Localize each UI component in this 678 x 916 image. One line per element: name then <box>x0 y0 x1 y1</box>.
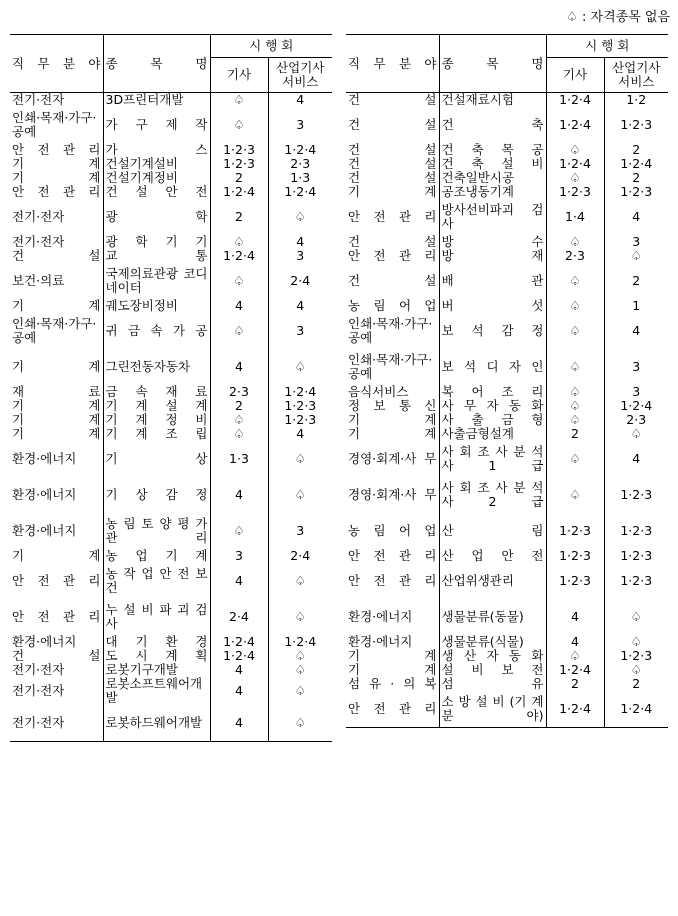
industrial-cell: 3 <box>632 359 641 374</box>
table-row <box>10 349 332 385</box>
table-row <box>10 313 332 349</box>
name-cell: 사 무 자 동 화 <box>439 399 546 413</box>
table-row <box>346 413 668 427</box>
industrial-cell: 1·2·4 <box>284 635 317 649</box>
category-cell: 인쇄·목재·가구·공예 <box>10 107 103 143</box>
category-cell: 전기·전자 <box>10 235 103 249</box>
name-cell: 생물분류(동물) <box>439 599 546 635</box>
engineer-cell: ♤ <box>546 441 604 477</box>
industrial-cell: 1·3 <box>290 171 311 185</box>
category-cell: 기 계 <box>346 185 439 199</box>
category-cell: 건 설 <box>346 235 439 249</box>
industrial-cell: 4 <box>296 299 305 313</box>
industrial-cell: 3 <box>632 235 641 249</box>
category-cell: 기 계 <box>10 299 103 313</box>
table-row <box>346 349 668 385</box>
table-body-left <box>10 93 332 742</box>
category-cell: 기 계 <box>10 549 103 563</box>
table-row <box>10 235 332 249</box>
engineer-cell: ♤ <box>210 235 268 249</box>
exam-table-right <box>346 34 668 728</box>
industrial-cell: 1·2·3 <box>284 413 317 427</box>
engineer-cell: ♤ <box>210 263 268 299</box>
name-cell: 누 설 비 파 괴 검 사 <box>103 599 210 635</box>
engineer-cell: 1·2·3 <box>546 513 604 549</box>
table-row <box>346 171 668 185</box>
category-cell: 환경·에너지 <box>346 599 439 635</box>
header-session: 시 행 회 <box>546 35 668 58</box>
table-row <box>10 385 332 399</box>
engineer-cell: ♤ <box>210 413 268 427</box>
table-row <box>346 549 668 563</box>
name-cell: 건설기계설비 <box>103 157 210 171</box>
table-row <box>10 93 332 108</box>
name-cell: 건축일반시공 <box>439 171 546 185</box>
industrial-cell: 2·4 <box>290 549 311 563</box>
category-cell: 안 전 관 리 <box>10 143 103 157</box>
industrial-cell: 3 <box>296 323 305 338</box>
industrial-cell: ♤ <box>294 359 306 374</box>
engineer-cell: 1·2·3 <box>546 563 604 599</box>
industrial-cell: 1·2·3 <box>620 573 653 588</box>
industrial-cell: 3 <box>296 249 305 263</box>
industrial-cell: 2 <box>632 677 641 691</box>
table-row <box>346 199 668 235</box>
industrial-cell: 2 <box>632 273 641 288</box>
table-row <box>10 427 332 441</box>
industrial-cell: 2·3 <box>626 413 647 427</box>
table-row <box>10 171 332 185</box>
name-cell: 로봇소프트웨어개발 <box>103 677 210 705</box>
category-cell: 경영·회계·사 무 <box>346 477 439 513</box>
name-cell: 방사선비파괴 검 사 <box>439 199 546 235</box>
industrial-cell: 1·2·3 <box>620 185 653 199</box>
category-cell: 섬 유 · 의 복 <box>346 677 439 691</box>
category-cell: 환경·에너지 <box>10 635 103 649</box>
table-row <box>10 705 332 742</box>
name-cell: 광 학 <box>103 199 210 235</box>
category-cell: 농 림 어 업 <box>346 299 439 313</box>
engineer-cell: ♤ <box>546 171 604 185</box>
table-row <box>346 263 668 299</box>
engineer-cell: 2 <box>546 427 604 441</box>
name-cell: 로봇기구개발 <box>103 663 210 677</box>
industrial-cell: ♤ <box>294 715 306 730</box>
engineer-cell: ♤ <box>546 477 604 513</box>
industrial-cell: 1·2·3 <box>620 523 653 538</box>
category-cell: 기 계 <box>10 157 103 171</box>
engineer-cell: 1·2·4 <box>210 185 268 199</box>
table-body-right <box>346 93 668 728</box>
name-cell: 배 관 <box>439 263 546 299</box>
exam-table-left <box>10 34 332 742</box>
name-cell: 사 회 조 사 분 석 사 1 급 <box>439 441 546 477</box>
engineer-cell: ♤ <box>546 649 604 663</box>
table-row <box>10 477 332 513</box>
engineer-cell: 1·2·4 <box>546 691 604 728</box>
category-cell: 건 설 <box>10 649 103 663</box>
table-row <box>346 441 668 477</box>
table-row <box>10 649 332 663</box>
engineer-cell: ♤ <box>546 413 604 427</box>
table-row <box>10 185 332 199</box>
engineer-cell: 1·2·3 <box>210 157 268 171</box>
name-cell: 궤도장비정비 <box>103 299 210 313</box>
name-cell: 산 림 <box>439 513 546 549</box>
category-cell: 안 전 관 리 <box>10 185 103 199</box>
category-cell: 기 계 <box>346 413 439 427</box>
engineer-cell: 1·2·4 <box>546 157 604 171</box>
category-cell: 인쇄·목재·가구·공예 <box>10 313 103 349</box>
table-row <box>346 477 668 513</box>
table-row <box>10 263 332 299</box>
name-cell: 농 작 업 안 전 보 건 <box>103 563 210 599</box>
name-cell: 3D프린터개발 <box>103 93 210 108</box>
legend-note: ♤ : 자격종목 없음 <box>566 10 670 25</box>
name-cell: 기 계 정 비 <box>103 413 210 427</box>
engineer-cell: ♤ <box>210 107 268 143</box>
category-cell: 기 계 <box>10 349 103 385</box>
engineer-cell: ♤ <box>546 349 604 385</box>
table-row <box>10 199 332 235</box>
engineer-cell: 1·2·3 <box>546 185 604 199</box>
header-industrial: 산업기사 서비스 <box>604 58 668 93</box>
category-cell: 건 설 <box>346 107 439 143</box>
industrial-cell: 3 <box>296 523 305 538</box>
category-cell: 환경·에너지 <box>10 477 103 513</box>
engineer-cell: 4 <box>210 705 268 742</box>
name-cell: 건 축 목 공 <box>439 143 546 157</box>
engineer-cell: 1·2·4 <box>210 649 268 663</box>
name-cell: 기 상 <box>103 441 210 477</box>
category-cell: 정 보 통 신 <box>346 399 439 413</box>
industrial-cell: 1·2·3 <box>620 549 653 563</box>
category-cell: 보건·의료 <box>10 263 103 299</box>
engineer-cell: ♤ <box>546 299 604 313</box>
engineer-cell: 1·2·4 <box>210 249 268 263</box>
engineer-cell: 1·2·4 <box>546 107 604 143</box>
engineer-cell: 2 <box>210 199 268 235</box>
engineer-cell: 1·2·4 <box>210 635 268 649</box>
engineer-cell: ♤ <box>210 313 268 349</box>
industrial-cell: 1·2·4 <box>620 399 653 413</box>
industrial-cell: 3 <box>296 117 305 132</box>
name-cell: 로봇하드웨어개발 <box>103 705 210 742</box>
table-row <box>10 413 332 427</box>
engineer-cell: 4 <box>210 677 268 705</box>
name-cell: 섬 유 <box>439 677 546 691</box>
name-cell: 국제의료관광 코디네이터 <box>103 263 210 299</box>
category-cell: 안 전 관 리 <box>346 563 439 599</box>
name-cell: 산업위생관리 <box>439 563 546 599</box>
engineer-cell: 1·2·4 <box>546 663 604 677</box>
name-cell: 가 스 <box>103 143 210 157</box>
table-row <box>346 563 668 599</box>
engineer-cell: 4 <box>210 663 268 677</box>
category-cell: 전기·전자 <box>10 663 103 677</box>
engineer-cell: 1·2·4 <box>546 93 604 108</box>
industrial-cell: 1·2·3 <box>284 399 317 413</box>
category-cell: 농 림 어 업 <box>346 513 439 549</box>
name-cell: 소 방 설 비 (기 계 분 야) <box>439 691 546 728</box>
engineer-cell: 4 <box>210 349 268 385</box>
industrial-cell: ♤ <box>294 209 306 224</box>
table-row <box>346 427 668 441</box>
engineer-cell: ♤ <box>546 399 604 413</box>
engineer-cell: ♤ <box>210 93 268 108</box>
name-cell: 사출금형설계 <box>439 427 546 441</box>
table-row <box>10 513 332 549</box>
table-row <box>346 399 668 413</box>
engineer-cell: 2 <box>210 171 268 185</box>
engineer-cell: ♤ <box>210 427 268 441</box>
table-row <box>10 635 332 649</box>
category-cell: 기 계 <box>346 663 439 677</box>
industrial-cell: ♤ <box>630 663 642 677</box>
table-row <box>346 599 668 635</box>
table-row <box>346 663 668 677</box>
name-cell: 사 출 금 형 <box>439 413 546 427</box>
engineer-cell: 4 <box>210 477 268 513</box>
header-industrial: 산업기사 서비스 <box>268 58 332 93</box>
industrial-cell: 1·2·4 <box>284 385 317 399</box>
category-cell: 건 설 <box>346 171 439 185</box>
table-row <box>346 249 668 263</box>
engineer-cell: ♤ <box>546 143 604 157</box>
category-cell: 안 전 관 리 <box>346 549 439 563</box>
name-cell: 그린전동자동차 <box>103 349 210 385</box>
engineer-cell: 1·2·3 <box>546 549 604 563</box>
name-cell: 농 림 토 양 평 가 관 리 <box>103 513 210 549</box>
engineer-cell: 4 <box>210 563 268 599</box>
category-cell: 경영·회계·사 무 <box>346 441 439 477</box>
name-cell: 복 어 조 리 <box>439 385 546 399</box>
header-name: 종 목 명 <box>439 35 546 93</box>
name-cell: 건 축 설 비 <box>439 157 546 171</box>
table-row <box>346 107 668 143</box>
industrial-cell: ♤ <box>294 683 306 698</box>
name-cell: 기 계 조 립 <box>103 427 210 441</box>
table-row <box>10 107 332 143</box>
table-row <box>10 157 332 171</box>
name-cell: 광 학 기 기 <box>103 235 210 249</box>
engineer-cell: 4 <box>210 299 268 313</box>
name-cell: 도 시 계 획 <box>103 649 210 663</box>
name-cell: 기 계 설 계 <box>103 399 210 413</box>
name-cell: 사 회 조 사 분 석 사 2 급 <box>439 477 546 513</box>
industrial-cell: 4 <box>632 323 641 338</box>
category-cell: 안 전 관 리 <box>346 249 439 263</box>
industrial-cell: 1·2·3 <box>620 117 653 132</box>
industrial-cell: 2 <box>632 143 641 157</box>
table-row <box>346 513 668 549</box>
name-cell: 공조냉동기계 <box>439 185 546 199</box>
table-row <box>10 599 332 635</box>
engineer-cell: 4 <box>546 635 604 649</box>
engineer-cell: 2·3 <box>210 385 268 399</box>
engineer-cell: 2·3 <box>546 249 604 263</box>
industrial-cell: ♤ <box>294 649 306 663</box>
table-row <box>346 649 668 663</box>
industrial-cell: ♤ <box>630 609 642 624</box>
industrial-cell: 4 <box>296 235 305 249</box>
category-cell: 기 계 <box>10 171 103 185</box>
engineer-cell: 4 <box>546 599 604 635</box>
industrial-cell: 4 <box>632 209 641 224</box>
table-row <box>10 563 332 599</box>
name-cell: 보 석 감 정 <box>439 313 546 349</box>
table-row <box>10 399 332 413</box>
name-cell: 기 상 감 정 <box>103 477 210 513</box>
table-row <box>346 677 668 691</box>
industrial-cell: ♤ <box>294 573 306 588</box>
industrial-cell: ♤ <box>630 249 642 263</box>
table-row <box>10 549 332 563</box>
category-cell: 기 계 <box>10 399 103 413</box>
category-cell: 건 설 <box>346 263 439 299</box>
industrial-cell: ♤ <box>630 427 642 441</box>
category-cell: 건 설 <box>346 157 439 171</box>
name-cell: 교 통 <box>103 249 210 263</box>
engineer-cell: ♤ <box>546 235 604 249</box>
category-cell: 음식서비스 <box>346 385 439 399</box>
category-cell: 재 료 <box>10 385 103 399</box>
name-cell: 버 섯 <box>439 299 546 313</box>
name-cell: 건설기계정비 <box>103 171 210 185</box>
table-row <box>346 635 668 649</box>
header-engineer: 기사 <box>546 58 604 93</box>
header-category: 직 무 분 야 <box>10 35 103 93</box>
name-cell: 산 업 안 전 <box>439 549 546 563</box>
category-cell: 건 설 <box>346 93 439 108</box>
industrial-cell: ♤ <box>294 663 306 677</box>
table-row <box>10 441 332 477</box>
category-cell: 인쇄·목재·가구·공예 <box>346 349 439 385</box>
name-cell: 농 업 기 계 <box>103 549 210 563</box>
engineer-cell: ♤ <box>546 385 604 399</box>
industrial-cell: 1·2·4 <box>620 157 653 171</box>
name-cell: 설 비 보 전 <box>439 663 546 677</box>
engineer-cell: ♤ <box>546 313 604 349</box>
category-cell: 전기·전자 <box>10 93 103 108</box>
header-category: 직 무 분 야 <box>346 35 439 93</box>
table-row <box>10 249 332 263</box>
industrial-cell: 4 <box>296 92 305 107</box>
table-row <box>346 157 668 171</box>
table-row <box>346 313 668 349</box>
engineer-cell: 1·2·3 <box>210 143 268 157</box>
table-row <box>10 663 332 677</box>
name-cell: 건 설 안 전 <box>103 185 210 199</box>
industrial-cell: ♤ <box>630 635 642 649</box>
engineer-cell: 1·4 <box>546 199 604 235</box>
industrial-cell: 1 <box>632 299 641 313</box>
category-cell: 환경·에너지 <box>10 513 103 549</box>
table-row <box>346 385 668 399</box>
category-cell: 안 전 관 리 <box>346 199 439 235</box>
table-row <box>346 691 668 728</box>
header-session: 시 행 회 <box>210 35 332 58</box>
category-cell: 안 전 관 리 <box>10 599 103 635</box>
engineer-cell: ♤ <box>210 513 268 549</box>
industrial-cell: ♤ <box>294 451 306 466</box>
industrial-cell: ♤ <box>294 609 306 624</box>
table-row <box>346 235 668 249</box>
category-cell: 전기·전자 <box>10 677 103 705</box>
industrial-cell: 1·2·4 <box>284 185 317 199</box>
name-cell: 대 기 환 경 <box>103 635 210 649</box>
engineer-cell: 2 <box>210 399 268 413</box>
name-cell: 건설재료시험 <box>439 93 546 108</box>
category-cell: 환경·에너지 <box>346 635 439 649</box>
industrial-cell: 1·2 <box>626 92 647 107</box>
category-cell: 전기·전자 <box>10 199 103 235</box>
category-cell: 건 설 <box>10 249 103 263</box>
name-cell: 가 구 제 작 <box>103 107 210 143</box>
category-cell: 환경·에너지 <box>10 441 103 477</box>
industrial-cell: 1·2·4 <box>284 143 317 157</box>
engineer-cell: 2 <box>546 677 604 691</box>
engineer-cell: 1·3 <box>210 441 268 477</box>
industrial-cell: 1·2·3 <box>620 649 653 663</box>
category-cell: 안 전 관 리 <box>10 563 103 599</box>
category-cell: 기 계 <box>10 413 103 427</box>
category-cell: 안 전 관 리 <box>346 691 439 728</box>
industrial-cell: 2·3 <box>290 157 311 171</box>
header-name: 종 목 명 <box>103 35 210 93</box>
name-cell: 방 수 <box>439 235 546 249</box>
category-cell: 기 계 <box>10 427 103 441</box>
industrial-cell: 4 <box>296 427 305 441</box>
name-cell: 건 축 <box>439 107 546 143</box>
industrial-cell: 2 <box>632 171 641 185</box>
industrial-cell: 4 <box>632 451 641 466</box>
name-cell: 귀 금 속 가 공 <box>103 313 210 349</box>
engineer-cell: 3 <box>210 549 268 563</box>
table-row <box>346 185 668 199</box>
industrial-cell: ♤ <box>294 487 306 502</box>
table-row <box>10 143 332 157</box>
category-cell: 기 계 <box>346 427 439 441</box>
name-cell: 보 석 디 자 인 <box>439 349 546 385</box>
industrial-cell: 1·2·3 <box>620 487 653 502</box>
table-row <box>346 299 668 313</box>
industrial-cell: 1·2·4 <box>620 701 653 716</box>
table-row <box>346 93 668 108</box>
name-cell: 생물분류(식물) <box>439 635 546 649</box>
category-cell: 기 계 <box>346 649 439 663</box>
name-cell: 방 재 <box>439 249 546 263</box>
industrial-cell: 3 <box>632 385 641 399</box>
category-cell: 전기·전자 <box>10 705 103 742</box>
table-row <box>10 299 332 313</box>
engineer-cell: ♤ <box>546 263 604 299</box>
name-cell: 생 산 자 동 화 <box>439 649 546 663</box>
table-row <box>346 143 668 157</box>
header-engineer: 기사 <box>210 58 268 93</box>
table-row <box>10 677 332 705</box>
industrial-cell: 2·4 <box>290 273 311 288</box>
category-cell: 건 설 <box>346 143 439 157</box>
engineer-cell: 2·4 <box>210 599 268 635</box>
name-cell: 금 속 재 료 <box>103 385 210 399</box>
category-cell: 인쇄·목재·가구·공예 <box>346 313 439 349</box>
